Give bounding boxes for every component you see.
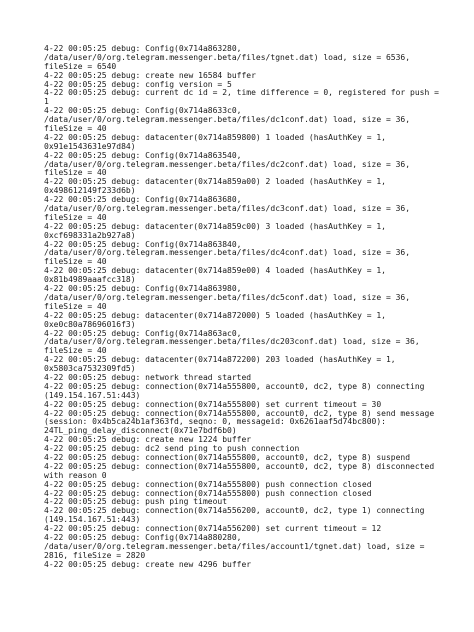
log-line: 4-22 00:05:25 debug: dc2 send ping to push connection: [44, 444, 300, 454]
log-line: 4-22 00:05:25 debug: datacenter(0x714a859e00) 4 loaded (hasAuthKey = 1,: [44, 266, 386, 276]
log-line: 4-22 00:05:25 debug: connection(0x714a555800, account0, dc2, type 8) connecting: [44, 381, 425, 391]
log-line: 4-22 00:05:25 debug: connection(0x714a555800, account0, dc2, type 8) disconnected: [44, 461, 435, 471]
log-line: 4-22 00:05:25 debug: config version = 5: [44, 79, 232, 89]
log-line: 0xe0c80a78696016f3): [44, 319, 136, 329]
log-line: 4-22 00:05:25 debug: Config(0x714a880280,: [44, 532, 242, 542]
log-line: /data/user/0/org.telegram.messenger.beta/files/dc3conf.dat) load, size = 36,: [44, 204, 411, 214]
log-line: /data/user/0/org.telegram.messenger.beta/files/tgnet.dat) load, size = 6536,: [44, 52, 411, 62]
log-line: 24TL_ping_delay_disconnect(0x71e7bdf6b0): [44, 426, 237, 436]
log-line: 4-22 00:05:25 debug: Config(0x714a8633c0,: [44, 106, 242, 116]
log-line: fileSize = 40: [44, 212, 107, 222]
log-line: 4-22 00:05:25 debug: Config(0x714a863840,: [44, 239, 242, 249]
log-line: 1: [44, 97, 49, 107]
log-line: 4-22 00:05:25 debug: Config(0x714a863980,: [44, 284, 242, 294]
log-line: 4-22 00:05:25 debug: create new 1224 buffer: [44, 435, 252, 445]
log-line: (session: 0x4b5ca24b1af363fd, seqno: 0, messageid: 0x6261aaf5d74bc800):: [44, 417, 386, 427]
log-line: 4-22 00:05:25 debug: datacenter(0x714a859a00) 2 loaded (hasAuthKey = 1,: [44, 177, 386, 187]
log-line: 4-22 00:05:25 debug: push ping timeout: [44, 497, 228, 507]
log-line: 4-22 00:05:25 debug: connection(0x714a555800, account0, dc2, type 8) send message: [44, 408, 435, 418]
log-line: 4-22 00:05:25 debug: Config(0x714a863280,: [44, 44, 242, 53]
log-line: 4-22 00:05:25 debug: datacenter(0x714a859c00) 3 loaded (hasAuthKey = 1,: [44, 221, 386, 231]
log-line: 4-22 00:05:25 debug: connection(0x714a555800) push connection closed: [44, 479, 372, 489]
log-line: fileSize = 40: [44, 257, 107, 267]
log-line: /data/user/0/org.telegram.messenger.beta/files/account1/tgnet.dat) load, size =: [44, 541, 425, 551]
log-line: (149.154.167.51:443): [44, 515, 141, 525]
log-line: 4-22 00:05:25 debug: datacenter(0x714a872000) 5 loaded (hasAuthKey = 1,: [44, 310, 386, 320]
log-line: /data/user/0/org.telegram.messenger.beta/files/dc203conf.dat) load, size = 36,: [44, 337, 420, 347]
log-line: 4-22 00:05:25 debug: current dc id = 2, time difference = 0, registered for push =: [44, 88, 439, 98]
log-line: /data/user/0/org.telegram.messenger.beta/files/dc2conf.dat) load, size = 36,: [44, 159, 411, 169]
log-line: fileSize = 40: [44, 301, 107, 311]
log-line: 4-22 00:05:25 debug: datacenter(0x714a872200) 203 loaded (hasAuthKey = 1,: [44, 355, 396, 365]
log-line: 2816, fileSize = 2820: [44, 550, 146, 560]
log-line: 4-22 00:05:25 debug: datacenter(0x714a859800) 1 loaded (hasAuthKey = 1,: [44, 132, 386, 142]
log-line: 4-22 00:05:25 debug: create new 16584 buffer: [44, 70, 256, 80]
log-line: 4-22 00:05:25 debug: connection(0x714a555800) set current timeout = 30: [44, 399, 382, 409]
log-line: fileSize = 40: [44, 168, 107, 178]
log-line: 4-22 00:05:25 debug: connection(0x714a556200, account0, dc2, type 1) connecting: [44, 506, 425, 516]
log-line: fileSize = 40: [44, 124, 107, 134]
debug-log-text: [44, 44, 439, 570]
log-line: fileSize = 6540: [44, 61, 117, 71]
log-line: 4-22 00:05:25 debug: connection(0x714a555800, account0, dc2, type 8) suspend: [44, 452, 411, 462]
log-line: 0xcf698331a2b927a8): [44, 230, 136, 240]
log-line: 0x5803ca7532309fd5): [44, 364, 136, 374]
log-line: fileSize = 40: [44, 346, 107, 356]
log-line: 4-22 00:05:25 debug: create new 4296 buffer: [44, 559, 252, 569]
log-line: 4-22 00:05:25 debug: connection(0x714a555800) push connection closed: [44, 488, 372, 498]
log-line: 4-22 00:05:25 debug: Config(0x714a863ac0,: [44, 328, 242, 338]
log-line: /data/user/0/org.telegram.messenger.beta/files/dc5conf.dat) load, size = 36,: [44, 292, 411, 302]
log-line: 4-22 00:05:25 debug: Config(0x714a863540,: [44, 150, 242, 160]
log-line: /data/user/0/org.telegram.messenger.beta/files/dc4conf.dat) load, size = 36,: [44, 248, 411, 258]
log-line: 4-22 00:05:25 debug: Config(0x714a863680,: [44, 195, 242, 205]
log-line: 4-22 00:05:25 debug: network thread started: [44, 372, 252, 382]
log-line: with reason 0: [44, 470, 107, 480]
log-line: 4-22 00:05:25 debug: connection(0x714a556200) set current timeout = 12: [44, 524, 382, 534]
log-line: /data/user/0/org.telegram.messenger.beta/files/dc1conf.dat) load, size = 36,: [44, 115, 411, 125]
log-line: 0x81b4989aaafcc318): [44, 275, 136, 285]
log-line: 0x91e1543631e97d84): [44, 141, 136, 151]
log-line: 0x498612149f233d6b): [44, 186, 136, 196]
log-line: (149.154.167.51:443): [44, 390, 141, 400]
